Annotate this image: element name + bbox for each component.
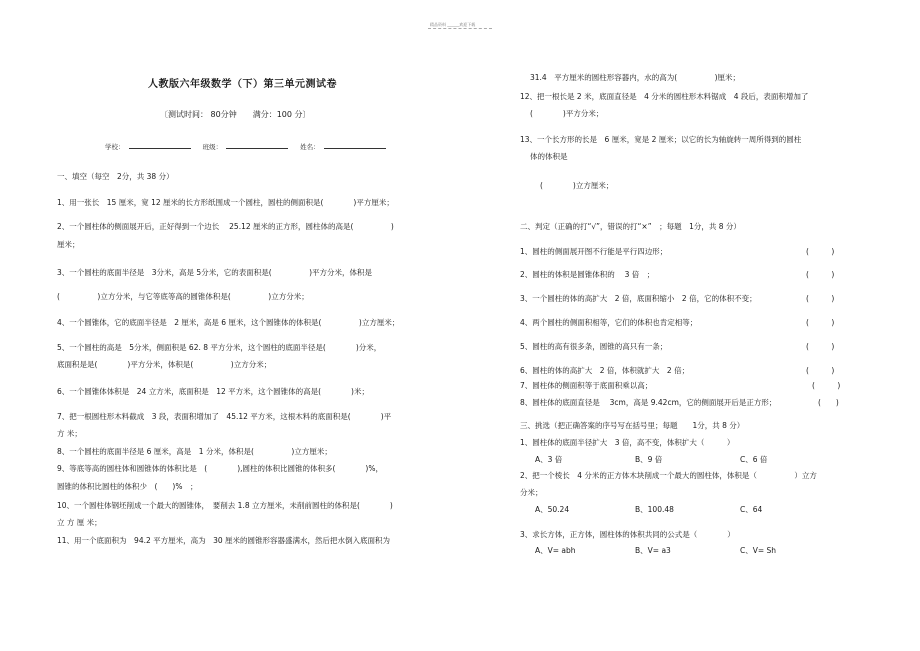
judge-answer-box[interactable]: ( ) — [806, 366, 835, 375]
choice-question: 2、把一个棱长 4 分米的正方体木块削成一个最大的圆柱体，体积是（ ）立方 — [520, 471, 817, 480]
left-line: 3、一个圆柱的底面半径是 3分米，高是 5分米，它的表面积是( )平方分米，体积是 — [57, 268, 373, 277]
left-line: 底面积是是( )平方分米，体积是( )立方分米； — [57, 360, 272, 369]
choice-question: 3、求长方体，正方体，圆柱体的体积共同的公式是（ ） — [520, 530, 735, 539]
class-label: 班级： — [202, 143, 223, 151]
header-note: 精品资料 ______欢迎下载 — [430, 22, 476, 27]
judge-item: 5、圆柱的高有很多条，圆锥的高只有一条； — [520, 342, 668, 351]
judge-answer-box[interactable]: ( ) — [806, 247, 835, 256]
right-line: 体的体积是 — [530, 152, 568, 161]
left-line: 9、等底等高的圆柱体和圆锥体的体积比是 ( ),圆柱的体积比圆锥的体积多( )%， — [57, 464, 383, 473]
judge-item: 3、一个圆柱的体的高扩大 2 倍，底面积缩小 2 倍，它的体积不变； — [520, 294, 757, 303]
left-line: 6、一个圆锥体体积是 24 立方米，底面积是 12 平方米，这个圆锥体的高是( )米； — [57, 387, 369, 396]
left-line: ( )立方分米，与它等底等高的圆锥体积是( )立方分米； — [57, 292, 309, 301]
choice-option[interactable]: C、V= Sh — [740, 546, 777, 555]
choice-question: 1、圆柱体的底面半径扩大 3 倍，高不变，体积扩大（ ） — [520, 438, 735, 447]
left-line: 7、把一根圆柱形木料截成 3 段，表面积增加了 45.12 平方米，这根木料的底面积是( )平 — [57, 412, 392, 421]
judge-item: 1、圆柱的侧面展开图不行能是平行四边形； — [520, 247, 668, 256]
choice-question: 分米； — [520, 488, 543, 497]
choice-option[interactable]: B、9 倍 — [635, 455, 663, 464]
left-line: 8、一个圆柱的底面半径是 6 厘米，高是 1 分米，体积是( )立方厘米； — [57, 447, 332, 456]
name-field[interactable] — [324, 142, 386, 149]
choice-option[interactable]: C、64 — [740, 505, 763, 514]
choice-option[interactable]: A、50.24 — [535, 505, 570, 514]
left-line: 5、一个圆柱的高是 5分米，侧面积是 62. 8 平方分米，这个圆柱的底面半径是( )分米， — [57, 343, 382, 352]
judge-answer-box[interactable]: ( ) — [818, 398, 839, 407]
judge-item: 6、圆柱的体的高扩大 2 倍，体积就扩大 2 倍； — [520, 366, 690, 375]
right-line: ( )立方厘米； — [540, 181, 614, 190]
left-line: 11、用一个底面积为 94.2 平方厘米，高为 30 厘米的圆锥形容器盛满水，然后把水倒入底面积为 — [57, 536, 391, 545]
left-line: 立 方 厘 米； — [57, 518, 102, 527]
student-info-row — [105, 142, 390, 152]
choice-option[interactable]: B、100.48 — [635, 505, 674, 514]
left-line: 4、一个圆锥体，它的底面半径是 2 厘米，高是 6 厘米，这个圆锥体的体积是( )立方厘米； — [57, 318, 400, 327]
left-line: 2、一个圆柱体的侧面展开后，正好得到一个边长 25.12 厘米的正方形，圆柱体的高是( ) — [57, 222, 394, 231]
school-label: 学校： — [105, 143, 125, 151]
choice-option[interactable]: C、6 倍 — [740, 455, 768, 464]
left-line: 1、用一张长 15 厘米，宽 12 厘米的长方形纸围成一个圆柱，圆柱的侧面积是( )平方厘米； — [57, 198, 394, 207]
left-line: 一、填空（每空 2分，共 38 分） — [57, 172, 174, 181]
judge-answer-box[interactable]: ( ) — [806, 270, 835, 279]
right-line: 12、把一根长是 2 米，底面直径是 4 分米的圆柱形木料锯成 4 段后，表面积增加了 — [520, 92, 809, 101]
judge-answer-box[interactable]: ( ) — [806, 318, 835, 327]
school-field[interactable] — [129, 142, 191, 149]
judge-answer-box[interactable]: ( ) — [812, 381, 841, 390]
left-line: 厘米； — [57, 240, 80, 249]
exam-title: 人教版六年级数学（下）第三单元测试卷 — [148, 79, 337, 90]
left-line: 方 米； — [57, 429, 82, 438]
left-line: 圆锥的体积比圆柱的体积少 ( )% ； — [57, 482, 198, 491]
name-label: 姓名： — [300, 143, 320, 151]
choice-option[interactable]: B、V= a3 — [635, 546, 671, 555]
choice-title: 三、挑选（把正确答案的序号写在括号里；每题 1分，共 8 分） — [520, 421, 745, 430]
right-line: 13、一个长方形的长是 6 厘米，宽是 2 厘米；以它的长为轴旋转一周所得到的圆柱 — [520, 135, 802, 144]
judge-item: 2、圆柱的体积是圆锥体积的 3 倍 ； — [520, 270, 655, 279]
class-field[interactable] — [226, 142, 288, 149]
exam-meta: 〔测试时间： 80分钟 满分：100 分〕 — [160, 110, 311, 119]
judge-item: 8、圆柱体的底面直径是 3cm，高是 9.42cm，它的侧面展开后是正方形； — [520, 398, 777, 407]
judge-title: 二、判定（正确的打“√”，错误的打“×” ；每题 1分，共 8 分） — [520, 222, 741, 231]
judge-answer-box[interactable]: ( ) — [806, 294, 835, 303]
judge-answer-box[interactable]: ( ) — [806, 342, 835, 351]
choice-option[interactable]: A、V= abh — [535, 546, 576, 555]
right-line: 31.4 平方厘米的圆柱形容器内，水的高为( )厘米； — [530, 73, 741, 82]
right-line: ( )平方分米； — [530, 109, 604, 118]
judge-item: 7、圆柱体的侧面积等于底面积乘以高； — [520, 381, 653, 390]
left-line: 10、一个圆柱体钢坯削成一个最大的圆锥体， 要削去 1.8 立方厘米，未削前圆柱的体积是( ) — [57, 501, 393, 510]
header-rule — [428, 28, 492, 29]
choice-option[interactable]: A、3 倍 — [535, 455, 563, 464]
judge-item: 4、两个圆柱的侧面积相等，它们的体积也肯定相等； — [520, 318, 698, 327]
